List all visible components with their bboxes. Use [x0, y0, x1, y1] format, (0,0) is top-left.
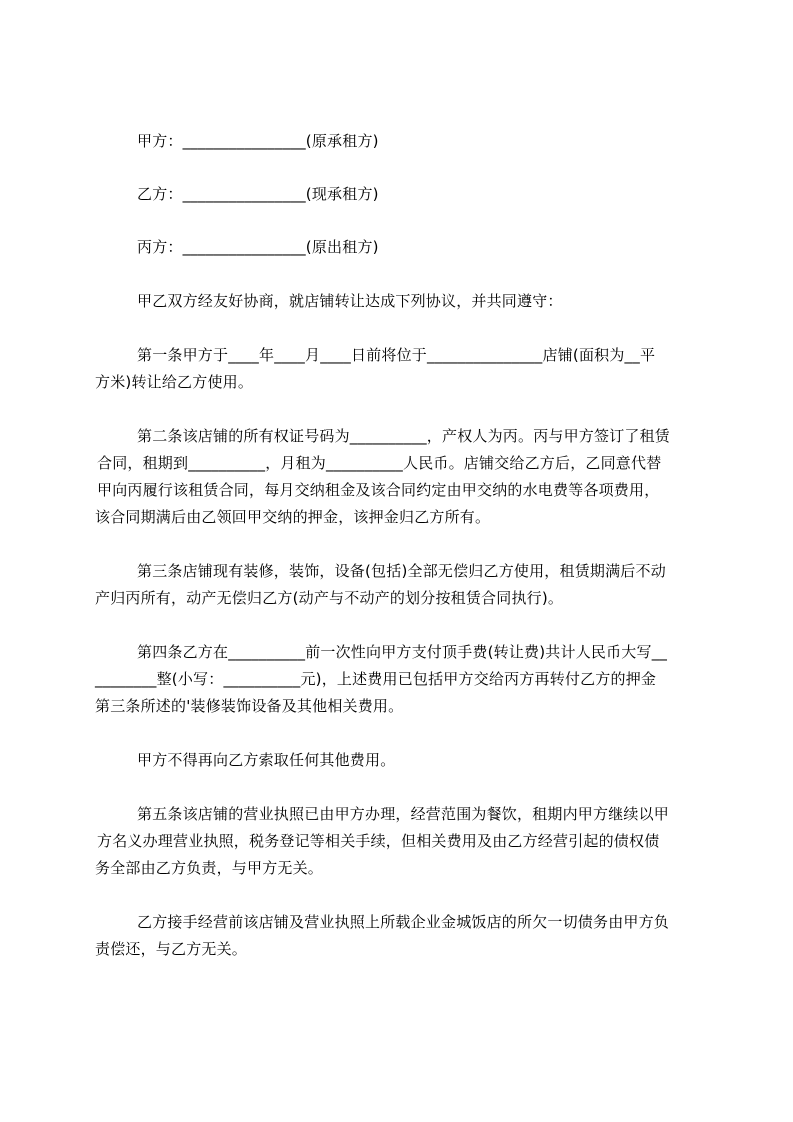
party-b-line: 乙方：________________(现承租方) [137, 185, 379, 203]
article-5-line-1: 第五条该店铺的营业执照已由甲方办理，经营范围为餐饮，租期内甲方继续以甲 [137, 805, 670, 823]
article-2-line-2: 合同，租期到__________，月租为__________人民币。店铺交给乙方后，乙同意代替 [97, 454, 662, 472]
article-4-line-2: ________整(小写：__________元)，上述费用已包括甲方交给丙方再转付乙方的押金 [95, 670, 657, 688]
party-a-line: 甲方：________________(原承租方) [137, 132, 379, 150]
article-4-line-3: 第三条所述的'装修装饰设备及其他相关费用。 [95, 697, 404, 715]
article-1-line-1: 第一条甲方于____年____月____日前将位于_______________店铺(面积为__平 [137, 346, 656, 364]
article-3-line-2: 产归丙所有，动产无偿归乙方(动产与不动产的划分按租赁合同执行)。 [95, 589, 564, 607]
intro-paragraph: 甲乙双方经友好协商，就店铺转让达成下列协议，并共同遵守： [137, 292, 563, 310]
article-5-line-3: 务全部由乙方负责，与甲方无关。 [95, 859, 324, 877]
article-5-note-line-2: 责偿还，与乙方无关。 [95, 940, 248, 958]
article-4-note: 甲方不得再向乙方索取任何其他费用。 [137, 751, 396, 769]
party-c-line: 丙方：________________(原出租方) [137, 238, 379, 256]
article-2-line-4: 该合同期满后由乙领回甲交纳的押金，该押金归乙方所有。 [95, 508, 491, 526]
article-1-line-2: 方米)转让给乙方使用。 [95, 373, 254, 391]
article-2-line-3: 甲向丙履行该租赁合同，每月交纳租金及该合同约定由甲交纳的水电费等各项费用， [97, 481, 660, 499]
article-2-line-1: 第二条该店铺的所有权证号码为__________，产权人为丙。丙与甲方签订了租赁 [137, 427, 671, 445]
article-3-line-1: 第三条店铺现有装修，装饰，设备(包括)全部无偿归乙方使用，租赁期满后不动 [137, 562, 666, 580]
article-5-note-line-1: 乙方接手经营前该店铺及营业执照上所载企业金城饭店的所欠一切债务由甲方负 [137, 913, 670, 931]
article-4-line-1: 第四条乙方在__________前一次性向甲方支付顶手费(转让费)共计人民币大写__ [137, 643, 668, 661]
article-5-line-2: 方名义办理营业执照，税务登记等相关手续，但相关费用及由乙方经营引起的债权债 [97, 832, 660, 850]
